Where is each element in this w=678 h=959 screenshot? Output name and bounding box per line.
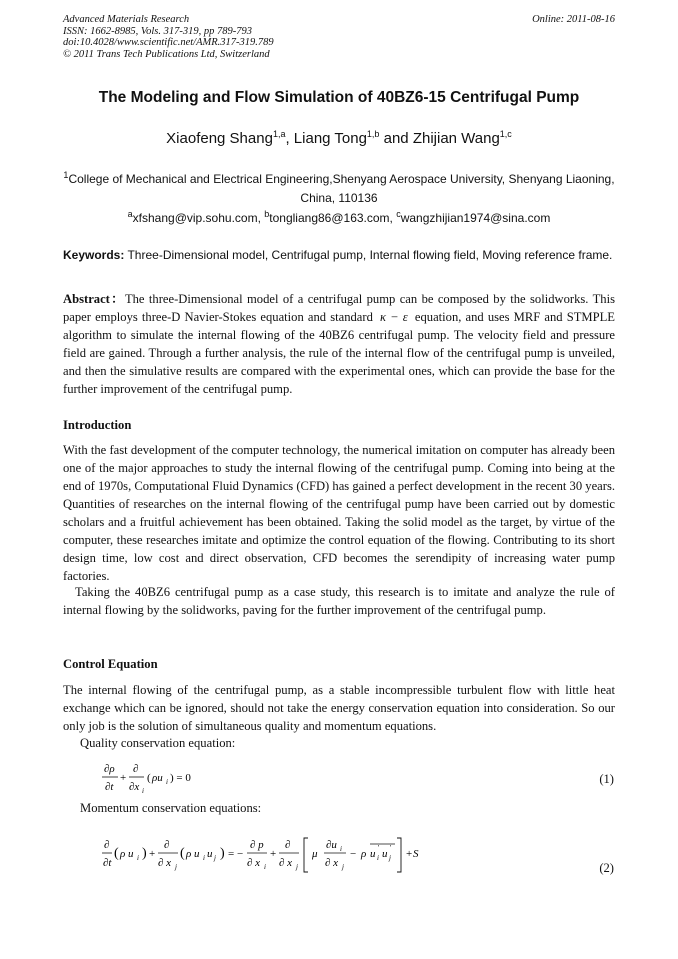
svg-text:∂: ∂ [133, 763, 139, 775]
svg-text:∂ x: ∂ x [247, 857, 261, 869]
abstract [63, 290, 615, 398]
email-list: $^a$xfshang@vip.sohu.com, $^b$tongliang86@163.com, $^c$wangzhijian1974@sina.com [127, 209, 551, 225]
svg-text:−: − [350, 848, 357, 860]
svg-text:ρ u: ρ u [120, 848, 134, 860]
svg-text:∂x: ∂x [129, 781, 140, 793]
svg-text:+: + [120, 772, 127, 784]
svg-text:+: + [270, 848, 277, 860]
svg-text:i: i [377, 854, 379, 862]
svg-text:+: + [149, 848, 156, 860]
svg-text:∂ρ: ∂ρ [104, 763, 115, 775]
control-paragraph: The internal flowing of the centrifugal pump, as a stable incompressible turbulent flow with little heat exchange which can be ignored, should not take the energy conservation equation into consideration. So our only job is the solution of simultaneous quality and momentum equations. [63, 683, 615, 733]
journal-name: Advanced Materials Research [63, 14, 190, 25]
svg-text:i: i [264, 863, 266, 871]
keywords-text: Three-Dimensional model, Centrifugal pump, Internal flowing field, Moving reference frame. [124, 248, 613, 262]
svg-text:(: ( [147, 772, 151, 784]
author-name: Xiaofeng Shang [166, 130, 273, 147]
email-address[interactable]: xfshang@vip.sohu.com [132, 211, 258, 225]
k-epsilon-symbol: κ − ε [380, 310, 408, 324]
momentum-equation-label: Momentum conservation equations: [80, 801, 262, 815]
svg-text:= −: = − [228, 848, 244, 860]
svg-text:j: j [175, 863, 177, 871]
svg-text:ρ u: ρ u [186, 848, 200, 860]
svg-text:∂ x: ∂ x [279, 857, 293, 869]
svg-text:i: i [340, 845, 342, 853]
svg-text:i: i [142, 787, 144, 795]
keywords [63, 247, 615, 264]
section-heading-introduction: Introduction [63, 418, 132, 432]
email-address[interactable]: wangzhijian1974@sina.com [400, 211, 551, 225]
svg-text:(: ( [180, 846, 185, 861]
doi-line: doi:10.4028/www.scientific.net/AMR.317-319.789 [63, 37, 274, 48]
svg-text:': ' [378, 844, 380, 852]
equation-number-1: (1) [599, 772, 614, 786]
author-separator: and [379, 130, 413, 147]
svg-text:∂ x: ∂ x [158, 857, 172, 869]
svg-text:∂ x: ∂ x [325, 857, 339, 869]
quality-equation-label: Quality conservation equation: [80, 736, 236, 750]
svg-text:): ) [220, 846, 225, 861]
section-heading-control-equation: Control Equation [63, 657, 158, 671]
svg-text:u: u [207, 848, 213, 860]
email-sup: a [127, 209, 133, 219]
intro-paragraph-2: Taking the 40BZ6 centrifugal pump as a case study, this research is to imitate and analyze the rule of internal flowing by the solidworks, paving for the further improvement of the centrifugal pump. [63, 585, 615, 617]
equation-2 [100, 835, 420, 877]
author-separator: , [285, 130, 294, 147]
abstract-label: Abstract [63, 292, 110, 306]
svg-text:∂t: ∂t [105, 781, 114, 793]
affiliation-text: College of Mechanical and Electrical Engineering,Shenyang Aerospace University, Shenyang Liaoning, China, 110136 [68, 172, 615, 205]
affiliation [63, 166, 615, 208]
svg-text:ρu: ρu [152, 772, 163, 784]
author-sup: 1,b [366, 129, 380, 139]
email-sup: c [396, 209, 401, 219]
equation-number-2: (2) [599, 861, 614, 875]
svg-text:': ' [390, 844, 392, 852]
svg-text:S: S [413, 848, 419, 860]
svg-text:∂ p: ∂ p [250, 839, 264, 851]
svg-text:∂t: ∂t [103, 857, 112, 869]
online-date: Online: 2011-08-16 [532, 14, 615, 25]
svg-text:∂: ∂ [104, 839, 110, 851]
svg-text:j: j [342, 863, 344, 871]
svg-text:u: u [370, 848, 376, 860]
svg-text:i: i [203, 854, 205, 862]
svg-text:∂: ∂ [285, 839, 291, 851]
author-sup: 1,a [272, 129, 286, 139]
issn-line: ISSN: 1662-8985, Vols. 317-319, pp 789-793 [63, 25, 252, 37]
svg-text:j: j [389, 854, 391, 862]
keywords-label: Keywords: [63, 248, 125, 262]
svg-text:∂u: ∂u [326, 839, 337, 851]
svg-text:i: i [137, 854, 139, 862]
journal-header [63, 14, 274, 60]
svg-text:j: j [214, 854, 216, 862]
svg-text:) = 0: ) = 0 [170, 772, 191, 784]
svg-text:+: + [406, 848, 413, 860]
svg-text:μ: μ [312, 848, 318, 860]
paper-title: The Modeling and Flow Simulation of 40BZ6-15 Centrifugal Pump [98, 89, 580, 106]
author-sup: 1,c [499, 129, 512, 139]
equation-1 [100, 760, 220, 800]
author-name: Zhijian Wang [412, 130, 500, 147]
svg-text:): ) [142, 846, 147, 861]
abstract-colon: ： [109, 292, 125, 306]
email-sup: b [264, 209, 270, 219]
svg-text:i: i [166, 778, 168, 786]
intro-paragraph-1: With the fast development of the computer technology, the numerical imitation on computer has already been one of the major approaches to study the internal flowing of the centrifugal pump. Coming into being at the end of 1970s, Computational Fluid Dynamics (CFD) has gained a perfect development in the recent 30 years. Quantities of researches on the internal flowing of the centrifugal pump have been carried out by domestic scholars and a fruitful achievement has been obtained. Taking the solid model as the target, by virtue of the computer, these researches imitate and optimize the control equation of the flowing. Contributing to its short design time, low cost and direct observation, CFD becomes the serendipity of increasing water pump factories. [63, 443, 615, 583]
copyright-line: © 2011 Trans Tech Publications Ltd, Switzerland [63, 48, 270, 60]
abstract-text-2: equation, and uses MRF and STMPLE algorithm to simulate the internal flowing of the 40BZ6 centrifugal pump. The velocity field and pressure field are gained. Through a further analysis, the rule of the internal flow of the centrifugal pump is unveiled, and then the simulative results are compared with the experimental ones, which can provide the base for the further improvement of the centrifugal pump. [63, 310, 615, 396]
author-list [0, 129, 678, 147]
email-address[interactable]: tongliang86@163.com [269, 211, 390, 225]
affiliation-sup: 1 [63, 170, 69, 180]
svg-text:(: ( [114, 846, 119, 861]
svg-text:j: j [296, 863, 298, 871]
svg-text:∂: ∂ [164, 839, 170, 851]
author-name: Liang Tong [293, 130, 367, 147]
svg-text:u: u [382, 848, 388, 860]
abstract-text-1: The three-Dimensional model of a centrifugal pump can be composed by the solidworks. This paper employs three-D Navier-Stokes equation and standard [63, 292, 615, 324]
svg-text:ρ: ρ [361, 848, 367, 860]
